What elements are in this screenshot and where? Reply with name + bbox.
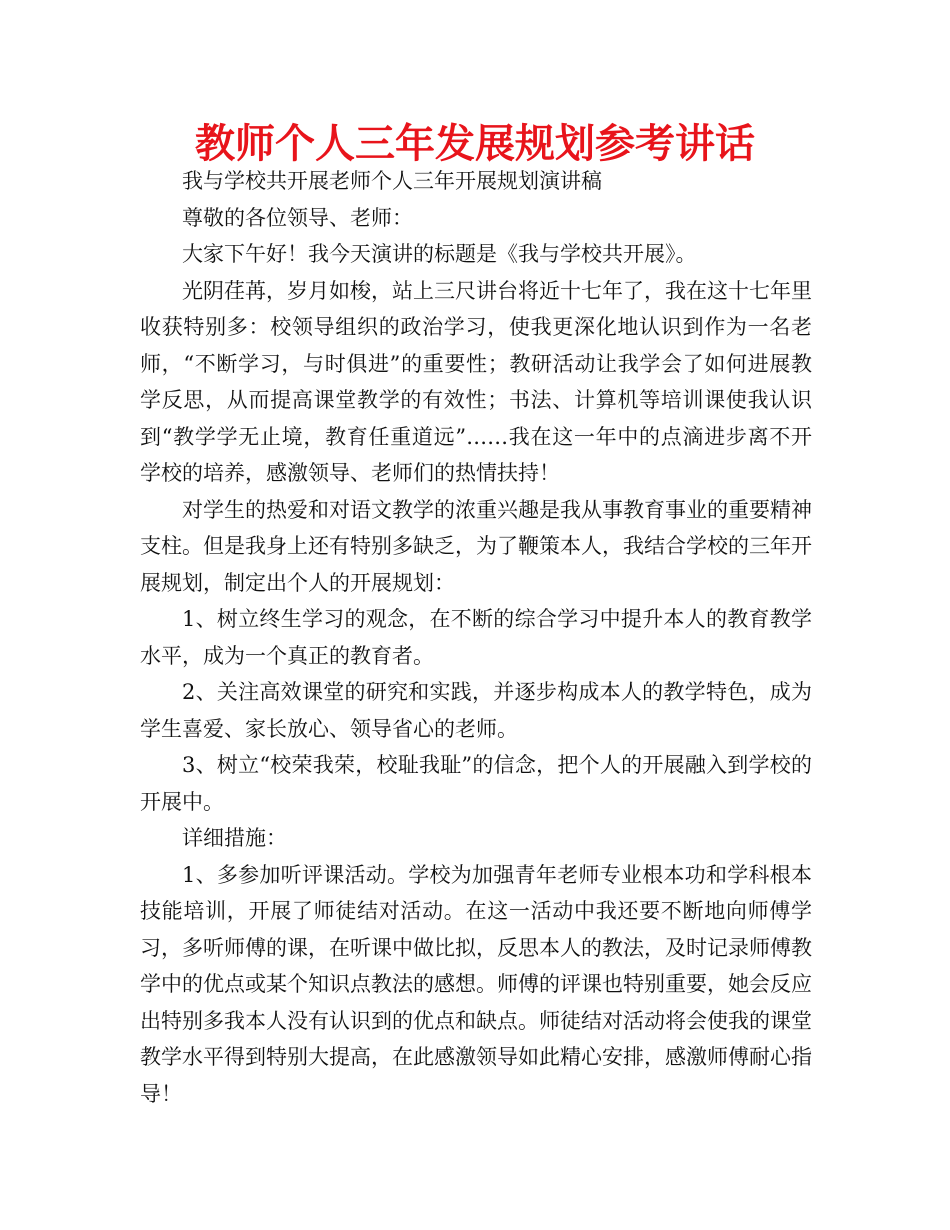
paragraph-goal-2: 2、关注高效课堂的研究和实践，并逐步构成本人的教学特色，成为学生喜爱、家长放心、领导省心的老师。 [140, 680, 812, 741]
paragraph-goal-3: 3、树立“校荣我荣，校耻我耻”的信念，把个人的开展融入到学校的开展中。 [140, 753, 812, 814]
paragraph-reflection: 光阴荏苒，岁月如梭，站上三尺讲台将近十七年了，我在这十七年里收获特别多：校领导组织的政治学习，使我更深化地认识到作为一名老师，“不断学习，与时俱进”的重要性；教研活动让我学会了如何进展教学反思，从而提高课堂教学的有效性；书法、计算机等培训课使我认识到“教学学无止境，教育任重道远”……我在这一年中的点滴进步离不开学校的培养，感激领导、老师们的热情扶持！ [140, 278, 812, 485]
paragraph-salutation: 尊敬的各位领导、老师： [182, 205, 413, 230]
document-body [140, 163, 812, 1112]
paragraph-motivation: 对学生的热爱和对语文教学的浓重兴趣是我从事教育事业的重要精神支柱。但是我身上还有特别多缺乏，为了鞭策本人，我结合学校的三年开展规划，制定出个人的开展规划： [140, 497, 812, 595]
paragraph-measure-1: 1、多参加听评课活动。学校为加强青年老师专业根本功和学科根本技能培训，开展了师徒结对活动。在这一活动中我还要不断地向师傅学习，多听师傅的课，在听课中做比拟，反思本人的教法，及时记录师傅教学中的优点或某个知识点教法的感想。师傅的评课也特别重要，她会反应出特别多我本人没有认识到的优点和缺点。师徒结对活动将会使我的课堂教学水平得到特别大提高，在此感激领导如此精心安排，感激师傅耐心指导！ [140, 862, 812, 1106]
paragraph-subtitle: 我与学校共开展老师个人三年开展规划演讲稿 [182, 169, 602, 193]
paragraph-goal-1: 1、树立终生学习的观念，在不断的综合学习中提升本人的教育教学水平，成为一个真正的教育者。 [140, 607, 812, 668]
document-title: 教师个人三年发展规划参考讲话 [195, 121, 755, 167]
paragraph-greeting: 大家下午好！我今天演讲的标题是《我与学校共开展》。 [182, 242, 697, 266]
paragraph-measures-heading: 详细措施： [182, 826, 287, 850]
